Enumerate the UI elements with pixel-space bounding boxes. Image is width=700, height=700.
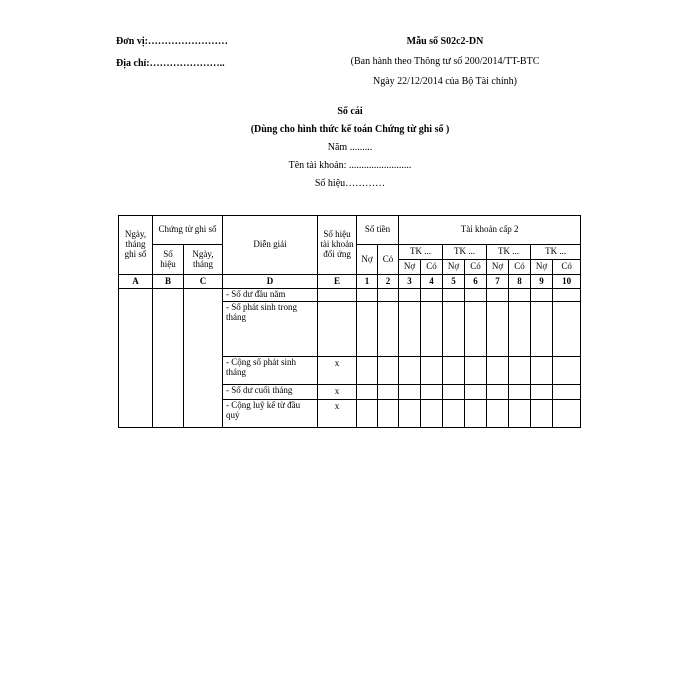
header-date: Ngày, tháng ghi sổ (119, 216, 153, 275)
row-description: - Số dư đầu năm (223, 289, 318, 302)
column-code: E (318, 275, 357, 289)
cell-empty (531, 400, 553, 428)
row-description: - Số dư cuối tháng (223, 385, 318, 400)
cell-empty (553, 302, 581, 357)
header-contra-account: Số hiệu tài khoản đối ứng (318, 216, 357, 275)
cell-empty (399, 302, 421, 357)
column-code: 5 (443, 275, 465, 289)
account-code-line: Số hiệu………… (314, 178, 386, 189)
cell-empty (357, 357, 378, 385)
column-code: 3 (399, 275, 421, 289)
cell-empty (509, 289, 531, 302)
cell-empty (421, 400, 443, 428)
column-code: A (119, 275, 153, 289)
column-code: 7 (487, 275, 509, 289)
cell-empty (509, 302, 531, 357)
cell-empty (378, 357, 399, 385)
row-description: - Cộng luỹ kế từ đầu quý (223, 400, 318, 428)
issued-date: Ngày 22/12/2014 của Bộ Tài chính) (373, 76, 517, 87)
column-code-row (119, 275, 581, 289)
form-code: Mẫu số S02c2-DN (406, 36, 484, 47)
cell-empty (465, 302, 487, 357)
row-description: - Cộng số phát sinh tháng (223, 357, 318, 385)
cell-empty (443, 302, 465, 357)
cell-empty (357, 289, 378, 302)
cell-empty (465, 357, 487, 385)
cell-empty (378, 385, 399, 400)
column-code: 9 (531, 275, 553, 289)
column-code: 1 (357, 275, 378, 289)
cell-empty (399, 400, 421, 428)
header-tk-2: TK ... (443, 245, 487, 260)
cell-empty (443, 385, 465, 400)
row-contra (318, 302, 357, 357)
header-tk-4-credit: Có (553, 260, 581, 275)
cell-empty (509, 400, 531, 428)
cell-empty (465, 289, 487, 302)
page-title: Sổ cái (337, 106, 363, 117)
cell-empty (399, 357, 421, 385)
header-amount-credit: Có (378, 245, 399, 275)
column-code: 6 (465, 275, 487, 289)
column-code: 8 (509, 275, 531, 289)
cell-empty (553, 400, 581, 428)
cell-empty (487, 385, 509, 400)
cell-empty (509, 385, 531, 400)
cell-empty (553, 289, 581, 302)
table-row (119, 289, 581, 302)
ledger-table (118, 215, 581, 428)
header-voucher: Chứng từ ghi sổ (153, 216, 223, 245)
header-tk-3-credit: Có (509, 260, 531, 275)
header-tk-3-debit: Nợ (487, 260, 509, 275)
column-code: 10 (553, 275, 581, 289)
cell-empty (531, 357, 553, 385)
cell-empty (487, 289, 509, 302)
cell-empty (509, 357, 531, 385)
header-row-1 (119, 216, 581, 245)
cell-empty (531, 302, 553, 357)
header-amount: Số tiền (357, 216, 399, 245)
cell-empty (399, 289, 421, 302)
cell-empty (378, 302, 399, 357)
cell-empty (357, 385, 378, 400)
header-voucher-date: Ngày, tháng (184, 245, 223, 275)
cell-empty (487, 302, 509, 357)
cell-empty (443, 289, 465, 302)
cell-empty (443, 400, 465, 428)
cell-empty (421, 302, 443, 357)
issued-by: (Ban hành theo Thông tư số 200/2014/TT-BTC (350, 56, 540, 67)
cell-empty (465, 385, 487, 400)
cell-empty (357, 302, 378, 357)
header-voucher-no: Số hiệu (153, 245, 184, 275)
cell-empty (553, 385, 581, 400)
row-contra: x (318, 385, 357, 400)
cell-empty (531, 385, 553, 400)
cell-empty (378, 400, 399, 428)
header-tk-1-debit: Nợ (399, 260, 421, 275)
header-tk-3: TK ... (487, 245, 531, 260)
cell-empty (487, 357, 509, 385)
header-tk-2-credit: Có (465, 260, 487, 275)
cell-empty (421, 357, 443, 385)
header-amount-debit: Nợ (357, 245, 378, 275)
column-code: C (184, 275, 223, 289)
year-line: Năm ......... (327, 142, 373, 153)
cell-empty (421, 385, 443, 400)
cell-empty (443, 357, 465, 385)
header-tk-4-debit: Nợ (531, 260, 553, 275)
cell-empty (378, 289, 399, 302)
cell-empty (119, 289, 153, 428)
cell-empty (153, 289, 184, 428)
column-code: B (153, 275, 184, 289)
cell-empty (421, 289, 443, 302)
header-tk-2-debit: Nợ (443, 260, 465, 275)
row-contra: x (318, 400, 357, 428)
cell-empty (465, 400, 487, 428)
cell-empty (531, 289, 553, 302)
header-tk-4: TK ... (531, 245, 581, 260)
column-code: 2 (378, 275, 399, 289)
column-code: 4 (421, 275, 443, 289)
row-contra (318, 289, 357, 302)
address-label: Địa chỉ:………………….. (116, 58, 225, 69)
cell-empty (399, 385, 421, 400)
cell-empty (487, 400, 509, 428)
column-code: D (223, 275, 318, 289)
header-tk-1-credit: Có (421, 260, 443, 275)
header-description: Diễn giải (223, 216, 318, 275)
page-subtitle: (Dùng cho hình thức kế toán Chứng từ ghi sổ ) (250, 124, 450, 135)
cell-empty (553, 357, 581, 385)
unit-label: Đơn vị:…………………… (116, 36, 228, 47)
account-name-line: Tên tài khoản: ......................... (288, 160, 412, 171)
cell-empty (184, 289, 223, 428)
header-tk-1: TK ... (399, 245, 443, 260)
header-sub-accounts: Tài khoản cấp 2 (399, 216, 581, 245)
cell-empty (357, 400, 378, 428)
row-contra: x (318, 357, 357, 385)
row-description: - Số phát sinh trong tháng (223, 302, 318, 357)
